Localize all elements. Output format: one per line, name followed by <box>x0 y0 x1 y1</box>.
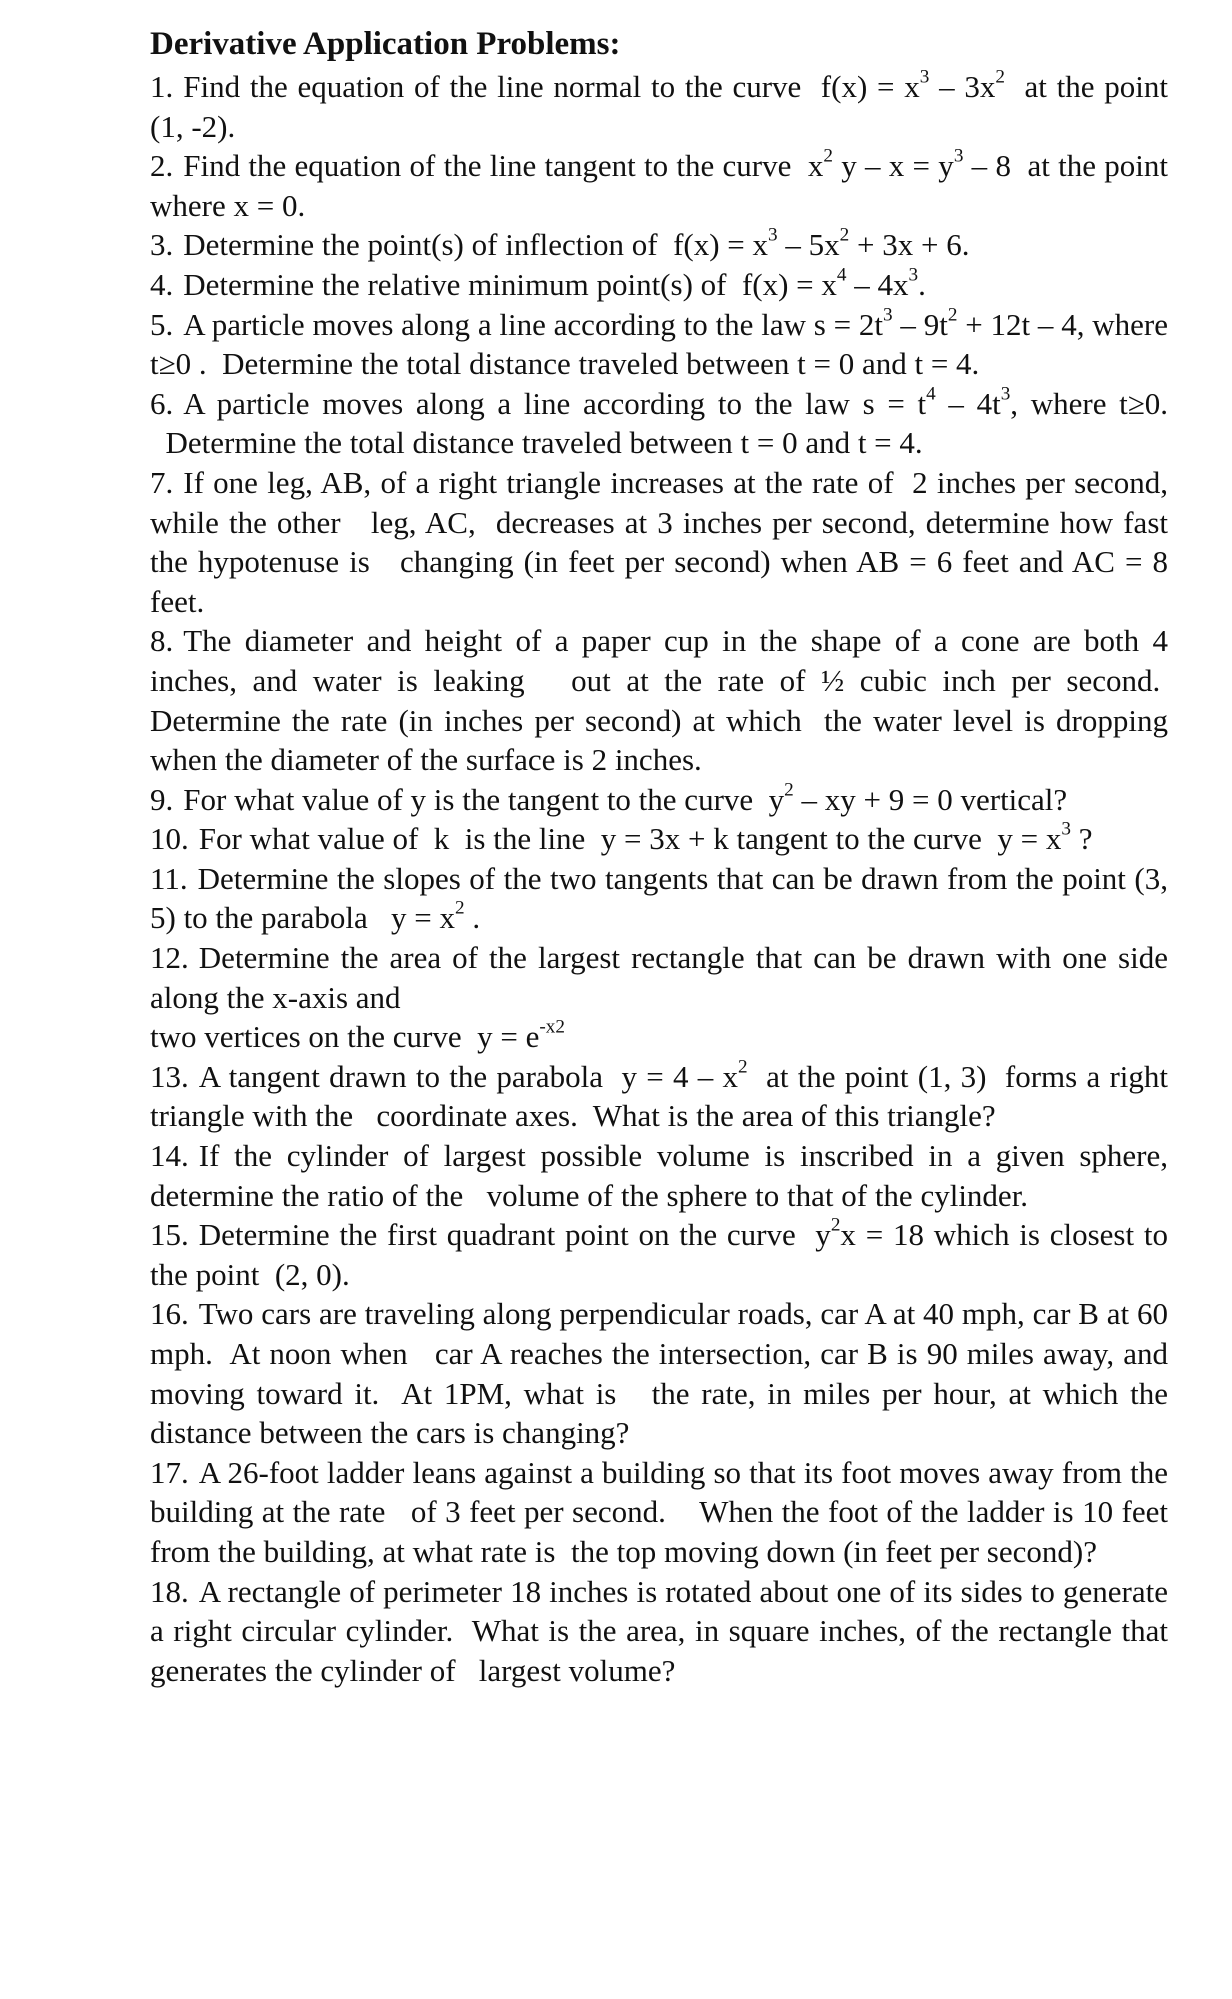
problem-number: 13. <box>150 1058 189 1094</box>
problem-item <box>150 859 1168 938</box>
problem-list <box>150 67 1168 1690</box>
problem-number: 3. <box>150 227 174 263</box>
problem-number: 15. <box>150 1217 189 1253</box>
problem-text: A rectangle of perimeter 18 inches is rotated about one of its sides to generate a right circular cylinder. What is the area, in square inches, of the rectangle that generates the cylinder of largest volume? <box>150 1573 1168 1688</box>
problem-item <box>150 780 1168 820</box>
problem-item <box>150 1294 1168 1452</box>
problem-item <box>150 621 1168 779</box>
problem-number: 1. <box>150 69 174 104</box>
problem-text: If the cylinder of largest possible volume is inscribed in a given sphere, determine the ratio of the volume of the sphere to that of the cylinder. <box>150 1138 1168 1213</box>
problem-text: Determine the slopes of the two tangents that can be drawn from the point (3, 5) to the parabola $y = x^2$ . <box>150 860 1168 936</box>
page-title: Derivative Application Problems: <box>150 26 621 62</box>
problem-number: 4. <box>150 266 174 302</box>
problem-number: 6. <box>150 385 174 421</box>
problem-text: A tangent drawn to the parabola $y = 4 - x^2$ at the point (1, 3) forms a right triangle with the coordinate axes. What is the area of this triangle? <box>150 1056 1169 1134</box>
problem-item <box>150 1136 1168 1215</box>
problem-item <box>150 384 1168 463</box>
problem-text: Determine the area of the largest rectangle that can be drawn with one side along the x-axis and two vertices on the curve $y = e^{-x2}$ <box>150 940 1168 1055</box>
problem-text: A particle moves along a line according to the law $s = t^4 - 4t^3$, where t≥0. Determine the total distance traveled between t = 0 and t = 4. <box>150 383 1168 461</box>
problem-item <box>150 67 1168 146</box>
problem-number: 2. <box>150 148 174 184</box>
problem-text: A 26-foot ladder leans against a building so that its foot moves away from the building at the rate of 3 feet per second. When the foot of the ladder is 10 feet from the building, at what rate is the top moving down (in feet per second)? <box>150 1454 1168 1569</box>
problem-number: 18. <box>150 1573 189 1609</box>
problem-item <box>150 1057 1168 1136</box>
problem-text: Determine the point(s) of inflection of $f(x) = x^3 - 5x^2 + 3x + 6$. <box>183 224 970 263</box>
problem-number: 9. <box>150 781 174 817</box>
problem-number: 11. <box>150 860 188 896</box>
problem-item <box>150 1215 1168 1294</box>
problem-item <box>150 305 1168 384</box>
problem-number: 14. <box>150 1138 189 1174</box>
problem-number: 8. <box>150 623 174 659</box>
problem-text: For what value of y is the tangent to the curve $y^2$ – xy + 9 = 0 vertical? <box>183 779 1068 817</box>
problem-text: Two cars are traveling along perpendicular roads, car A at 40 mph, car B at 60 mph. At noon when car A reaches the intersection, car B is 90 miles away, and moving toward it. At 1PM, what is the rate, in miles per hour, at which the distance between the cars is changing? <box>150 1296 1168 1451</box>
problem-item <box>150 1453 1168 1572</box>
problem-text: Determine the first quadrant point on the curve $y^2x = 18$ which is closest to the point (2, 0). <box>150 1214 1169 1292</box>
problem-text: Determine the relative minimum point(s) of $f(x) = x^4 - 4x^3$. <box>183 264 926 302</box>
problem-text: Find the equation of the line normal to the curve $f(x) = x^3 - 3x^2$ at the point (1, -2). <box>150 66 1168 144</box>
problem-number: 12. <box>150 940 189 976</box>
problem-number: 10. <box>150 821 189 857</box>
problem-number: 16. <box>150 1296 189 1332</box>
problem-item <box>150 225 1168 265</box>
problem-item <box>150 265 1168 305</box>
problem-item <box>150 463 1168 621</box>
problem-number: 7. <box>150 464 174 500</box>
problem-item <box>150 938 1168 1057</box>
problem-text: The diameter and height of a paper cup in the shape of a cone are both 4 inches, and water is leaking out at the rate of ½ cubic inch per second. Determine the rate (in inches per second) at which the water level is dropping when the diameter of the surface is 2 inches. <box>150 623 1168 778</box>
problem-item <box>150 819 1168 859</box>
problem-text: If one leg, AB, of a right triangle increases at the rate of 2 inches per second, while the other leg, AC, decreases at 3 inches per second, determine how fast the hypotenuse is changing (in feet per second) when AB = 6 feet and AC = 8 feet. <box>150 464 1168 619</box>
problem-text: Find the equation of the line tangent to the curve $x^2$ $y - x = y^3 - 8$ at the point where x = 0. <box>150 145 1168 223</box>
problem-item <box>150 146 1168 225</box>
problem-text: A particle moves along a line according to the law $s = 2t^3 - 9t^2 + 12t - 4$, where t≥0 . Determine the total distance traveled between t = 0 and t = 4. <box>150 304 1168 382</box>
problem-number: 17. <box>150 1454 189 1490</box>
document <box>150 22 1168 1690</box>
problem-item <box>150 1572 1168 1691</box>
problem-text: For what value of k is the line y = 3x + k tangent to the curve $y = x^3$ ? <box>198 818 1093 857</box>
problem-number: 5. <box>150 306 174 342</box>
